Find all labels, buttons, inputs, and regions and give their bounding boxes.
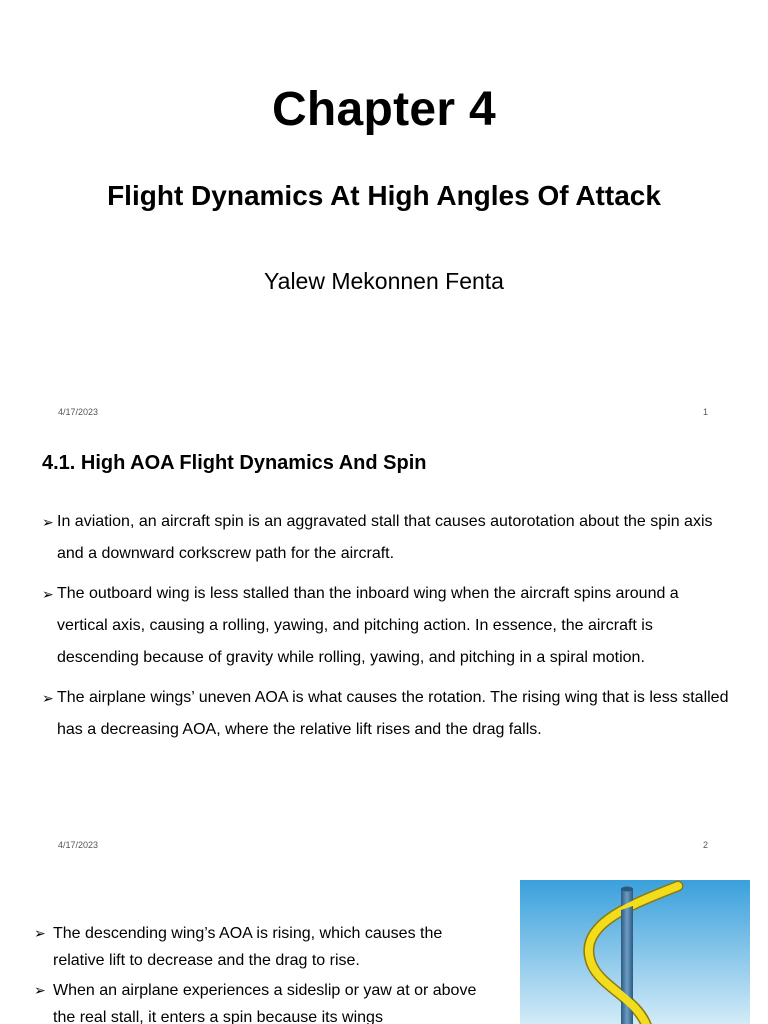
slide-number: 2 [702,840,708,850]
slide-date: 4/17/2023 [58,840,99,850]
bullet-list [34,920,484,1024]
arrowhead-bullet-icon: ➢ [42,690,54,706]
list-item [42,578,732,674]
bullet-text: In aviation, an aircraft spin is an aggravated stall that causes autorotation about the spin axis and a downward corkscrew path for the aircraft. [57,513,713,562]
bullet-text: The descending wing’s AOA is rising, which causes the relative lift to decrease and the drag to rise. [53,925,443,969]
arrowhead-bullet-icon: ➢ [42,586,54,602]
slide-3 [0,866,768,1024]
section-heading: 4.1. High AOA Flight Dynamics And Spin [42,452,427,474]
bullet-text: The outboard wing is less stalled than the inboard wing when the aircraft spins around a vertical axis, causing a rolling, yawing, and pitching action. In essence, the aircraft is descending because of gravity while rolling, yawing, and pitching in a spiral motion. [57,585,679,666]
arrowhead-bullet-icon: ➢ [34,982,46,998]
chapter-title: Chapter 4 [271,83,497,136]
list-item [34,977,484,1024]
arrowhead-bullet-icon: ➢ [34,925,46,941]
author-name: Yalew Mekonnen Fenta [264,268,504,294]
bullet-list [42,506,732,754]
slide-number: 1 [702,407,708,417]
spin-helix-illustration [520,880,750,1024]
list-item [42,682,732,746]
chapter-subtitle: Flight Dynamics At High Angles Of Attack [107,180,661,211]
bullet-text: When an airplane experiences a sideslip or yaw at or above the real stall, it enters a spin because its wings [53,982,477,1024]
axis-top [621,887,633,892]
arrowhead-bullet-icon: ➢ [42,514,54,530]
list-item [34,920,484,974]
bullet-text: The airplane wings’ uneven AOA is what causes the rotation. The rising wing that is less stalled has a decreasing AOA, where the relative lift rises and the drag falls. [57,689,729,738]
slide-1 [0,0,768,432]
slide-2 [0,432,768,866]
slide-date: 4/17/2023 [58,407,99,417]
list-item [42,506,732,570]
